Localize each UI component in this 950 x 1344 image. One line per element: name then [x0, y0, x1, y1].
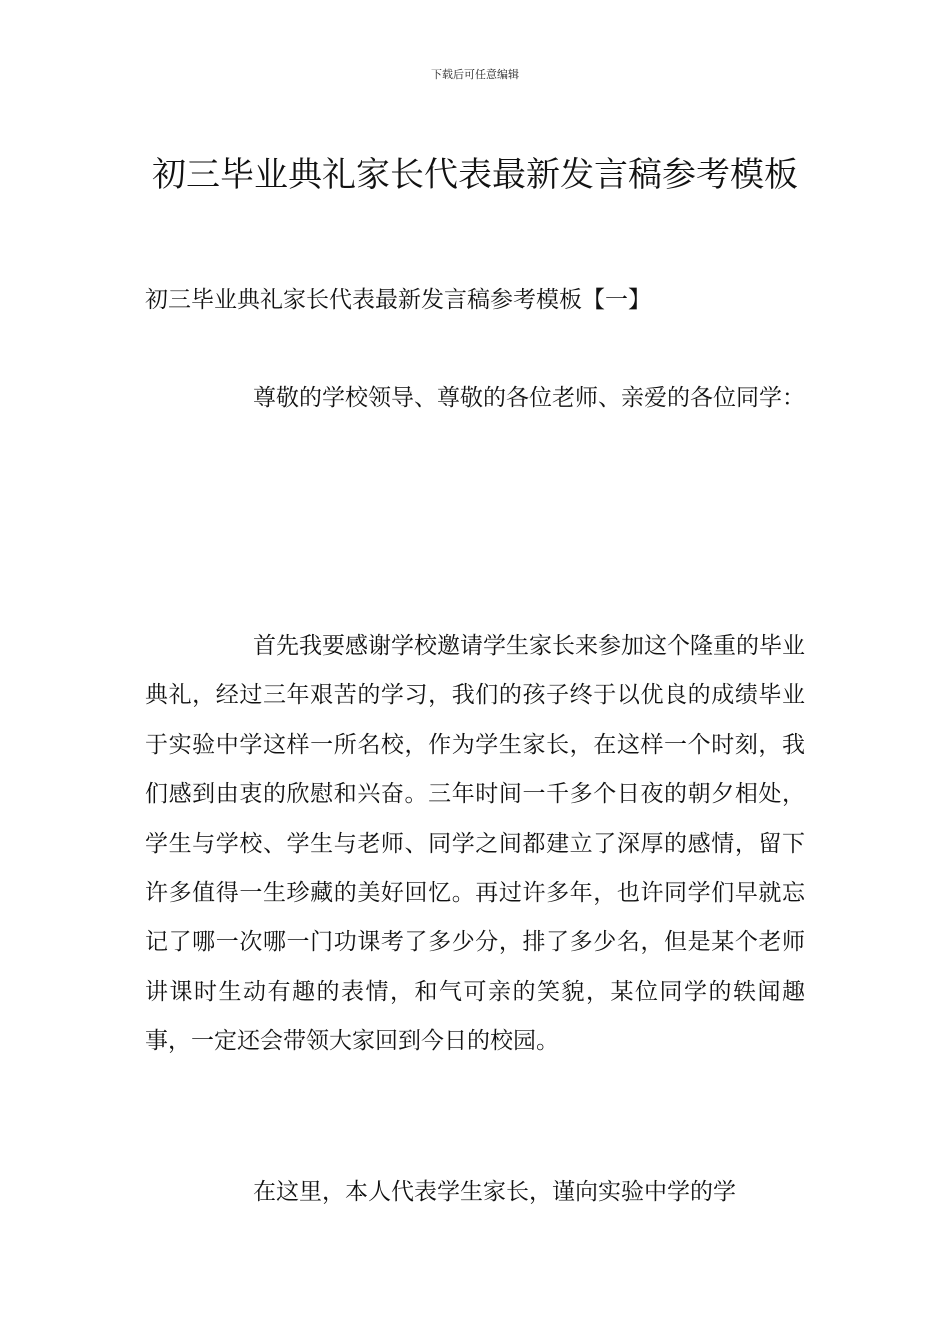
paragraph-continued: 在这里，本人代表学生家长，谨向实验中学的学 — [253, 1179, 736, 1205]
document-title: 初三毕业典礼家长代表最新发言稿参考模板 — [152, 154, 798, 195]
paragraph-greeting: 尊敬的学校领导、尊敬的各位老师、亲爱的各位同学： — [253, 385, 805, 411]
header-note: 下载后可任意编辑 — [431, 68, 519, 81]
section-subtitle: 初三毕业典礼家长代表最新发言稿参考模板【一】 — [145, 287, 651, 313]
paragraph-body: 首先我要感谢学校邀请学生家长来参加这个隆重的毕业典礼，经过三年艰苦的学习，我们的孩子终于以优良的成绩毕业于实验中学这样一所名校，作为学生家长，在这样一个时刻，我们感到由衷的欣慰和兴奋。三年时间一千多个日夜的朝夕相处，学生与学校、学生与老师、同学之间都建立了深厚的感情，留下许多值得一生珍藏的美好回忆。再过许多年，也许同学们早就忘记了哪一次哪一门功课考了多少分，排了多少名，但是某个老师讲课时生动有趣的表情，和气可亲的笑貌，某位同学的轶闻趣事，一定还会带领大家回到今日的校园。 — [145, 633, 805, 1055]
